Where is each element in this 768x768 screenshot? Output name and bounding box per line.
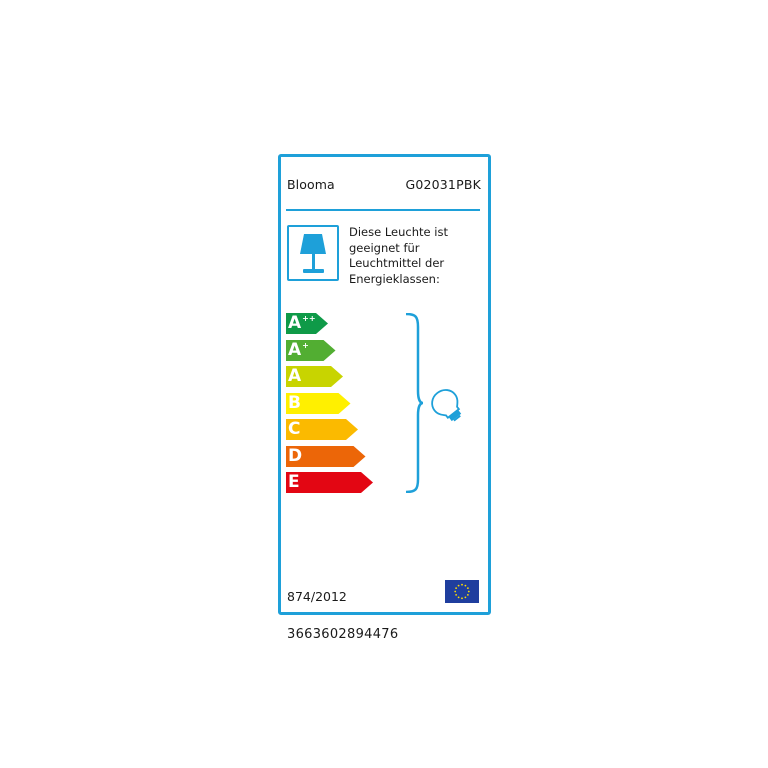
barcode-number: 3663602894476 bbox=[287, 627, 399, 642]
energy-class-letter: C bbox=[288, 419, 301, 439]
eu-star bbox=[455, 594, 457, 596]
suitability-line: Diese Leuchte ist bbox=[349, 225, 448, 239]
eu-star bbox=[467, 594, 469, 596]
curly-bracket-icon bbox=[404, 313, 424, 493]
eu-star bbox=[458, 585, 460, 587]
energy-class-letter: A+ bbox=[288, 340, 309, 360]
eu-star bbox=[454, 591, 456, 593]
energy-class-letter: A bbox=[288, 366, 302, 386]
energy-class-d bbox=[286, 446, 366, 467]
eu-star bbox=[458, 596, 460, 598]
energy-class-superscript: + bbox=[302, 341, 309, 350]
eu-flag-icon bbox=[445, 580, 479, 603]
energy-class-aplusplus bbox=[286, 313, 328, 334]
eu-star bbox=[461, 597, 463, 599]
regulation-number: 874/2012 bbox=[287, 589, 347, 604]
suitability-line: Leuchtmittel der bbox=[349, 256, 445, 270]
energy-class-superscript: ++ bbox=[302, 314, 316, 323]
eu-star bbox=[465, 585, 467, 587]
energy-class-letter: B bbox=[288, 393, 301, 413]
energy-class-letter: A++ bbox=[288, 313, 316, 333]
energy-class-c bbox=[286, 419, 358, 440]
table-lamp-icon bbox=[287, 225, 339, 281]
header-divider bbox=[286, 209, 480, 211]
eu-star bbox=[465, 596, 467, 598]
suitability-line: geeignet für bbox=[349, 240, 420, 255]
eu-star bbox=[467, 587, 469, 589]
eu-star bbox=[455, 587, 457, 589]
light-bulb-icon bbox=[430, 388, 468, 424]
energy-class-letter: E bbox=[288, 472, 300, 492]
energy-class-e bbox=[286, 472, 373, 493]
eu-star bbox=[468, 591, 470, 593]
suitability-text bbox=[349, 225, 484, 287]
suitability-line: Energieklassen: bbox=[349, 271, 440, 286]
energy-class-letter: D bbox=[288, 446, 303, 466]
energy-class-a bbox=[286, 366, 343, 387]
eu-star bbox=[461, 584, 463, 586]
energy-class-b bbox=[286, 393, 351, 414]
energy-class-aplus bbox=[286, 340, 336, 361]
model-number: G02031PBK bbox=[405, 177, 481, 192]
brand-name: Blooma bbox=[287, 177, 335, 192]
